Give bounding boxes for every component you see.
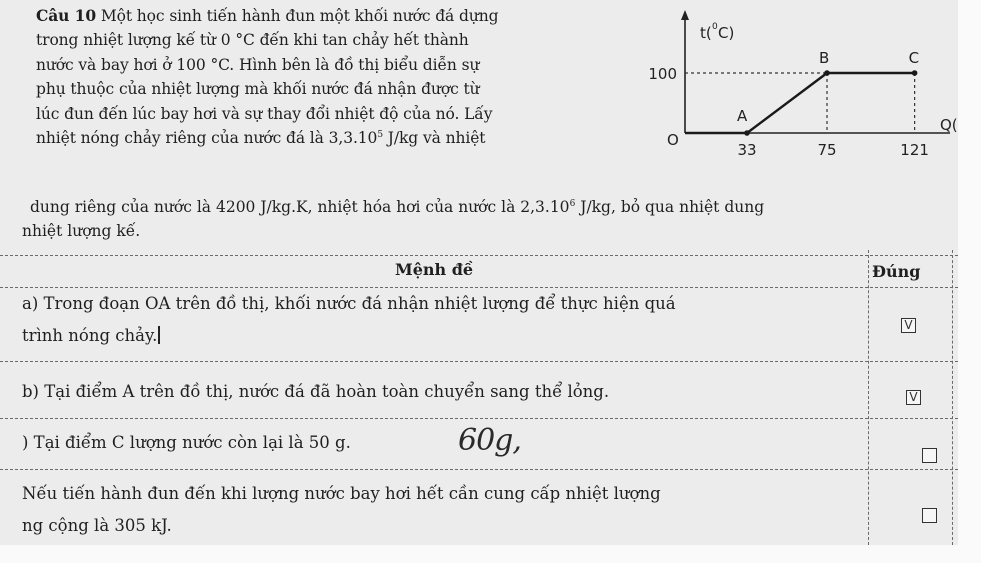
header-statement: Mệnh đề: [395, 260, 474, 279]
text-cursor: [158, 326, 160, 344]
y-axis-label-unit: C): [718, 24, 735, 42]
table-row-border: [0, 469, 958, 470]
checkbox-b[interactable]: V: [906, 390, 921, 405]
statement-d-line-2: ng cộng là 305 kJ.: [22, 516, 172, 535]
question-line-7-post: J/kg, bỏ qua nhiệt dung: [575, 198, 765, 216]
y-axis-arrow: [681, 10, 689, 20]
question-line-6-pre: nhiệt nóng chảy riêng của nước đá là 3,3.10: [36, 129, 378, 148]
point-c: [912, 70, 918, 76]
exponent: 6: [569, 198, 576, 209]
point-label-o: O: [667, 131, 679, 149]
temperature-heat-graph: [640, 2, 958, 167]
statement-table: [0, 250, 958, 545]
statement-a-line-1: a) Trong đoạn OA trên đồ thị, khối nước đá nhận nhiệt lượng để thực hiện quá: [22, 294, 676, 313]
question-line-4: phụ thuộc của nhiệt lượng mà khối nước đá nhận được từ: [36, 80, 480, 99]
question-line-5: lúc đun đến lúc bay hơi và sự thay đổi nhiệt độ của nó. Lấy: [36, 104, 493, 123]
handwritten-note: 60g,: [458, 423, 521, 458]
x-tick-label: 75: [817, 141, 837, 159]
header-true: Đúng: [872, 262, 921, 281]
statement-c: [22, 427, 351, 459]
table-right-border: [952, 250, 953, 545]
question-paragraph: [36, 4, 626, 150]
x-tick-label: 33: [737, 141, 757, 159]
table-top-border: [0, 255, 958, 256]
point-label-a: A: [737, 107, 748, 125]
statement-d: [22, 478, 661, 542]
statement-b-line-1: b) Tại điểm A trên đồ thị, nước đá đã hoàn toàn chuyển sang thể lỏng.: [22, 382, 610, 401]
statement-b: [22, 376, 609, 408]
question-number: Câu 10: [36, 6, 97, 25]
question-line-1: [36, 4, 626, 28]
question-line-7: [30, 195, 764, 219]
question-line-2: trong nhiệt lượng kế từ 0 °C đến khi tan chảy hết thành: [36, 31, 469, 50]
point-label-b: B: [819, 49, 830, 67]
statement-a-line-2-text: trình nóng chảy.: [22, 326, 158, 345]
series-line: [685, 73, 915, 133]
x-axis-label: Q(: [940, 116, 958, 134]
point-a: [744, 130, 750, 136]
y-tick-label: 100: [648, 65, 677, 83]
question-line-6-post: J/kg và nhiệt: [382, 129, 486, 148]
point-b: [824, 70, 830, 76]
point-label-c: C: [908, 49, 920, 67]
page-margin-bottom: [0, 545, 981, 563]
y-axis-label-sup: 0: [712, 22, 718, 32]
question-line-7-pre: dung riêng của nước là 4200 J/kg.K, nhiệt hóa hơi của nước là 2,3.10: [30, 198, 570, 216]
exponent: 5: [377, 129, 383, 140]
statement-d-line-1: Nếu tiến hành đun đến khi lượng nước bay hơi hết cần cung cấp nhiệt lượng: [22, 484, 661, 503]
page-margin-right: [958, 0, 981, 563]
table-column-divider: [868, 250, 869, 545]
y-axis-label: t(: [700, 24, 712, 42]
question-line-3: nước và bay hơi ở 100 °C. Hình bên là đồ thị biểu diễn sự: [36, 55, 480, 74]
question-line-6: [36, 126, 626, 150]
statement-a: [22, 288, 676, 352]
checkbox-a[interactable]: V: [901, 318, 916, 333]
statement-c-line-1: ) Tại điểm C lượng nước còn lại là 50 g.: [22, 433, 351, 452]
table-row-border: [0, 361, 958, 362]
question-line-1-text: Một học sinh tiến hành đun một khối nước đá dựng: [96, 7, 499, 25]
table-row-border: [0, 418, 958, 419]
checkbox-d[interactable]: [922, 508, 937, 523]
statement-a-line-2: [22, 320, 676, 352]
x-tick-label: 121: [900, 141, 929, 159]
checkbox-c[interactable]: [922, 448, 937, 463]
question-line-8: nhiệt lượng kế.: [22, 222, 141, 240]
graph-svg: [640, 2, 958, 167]
